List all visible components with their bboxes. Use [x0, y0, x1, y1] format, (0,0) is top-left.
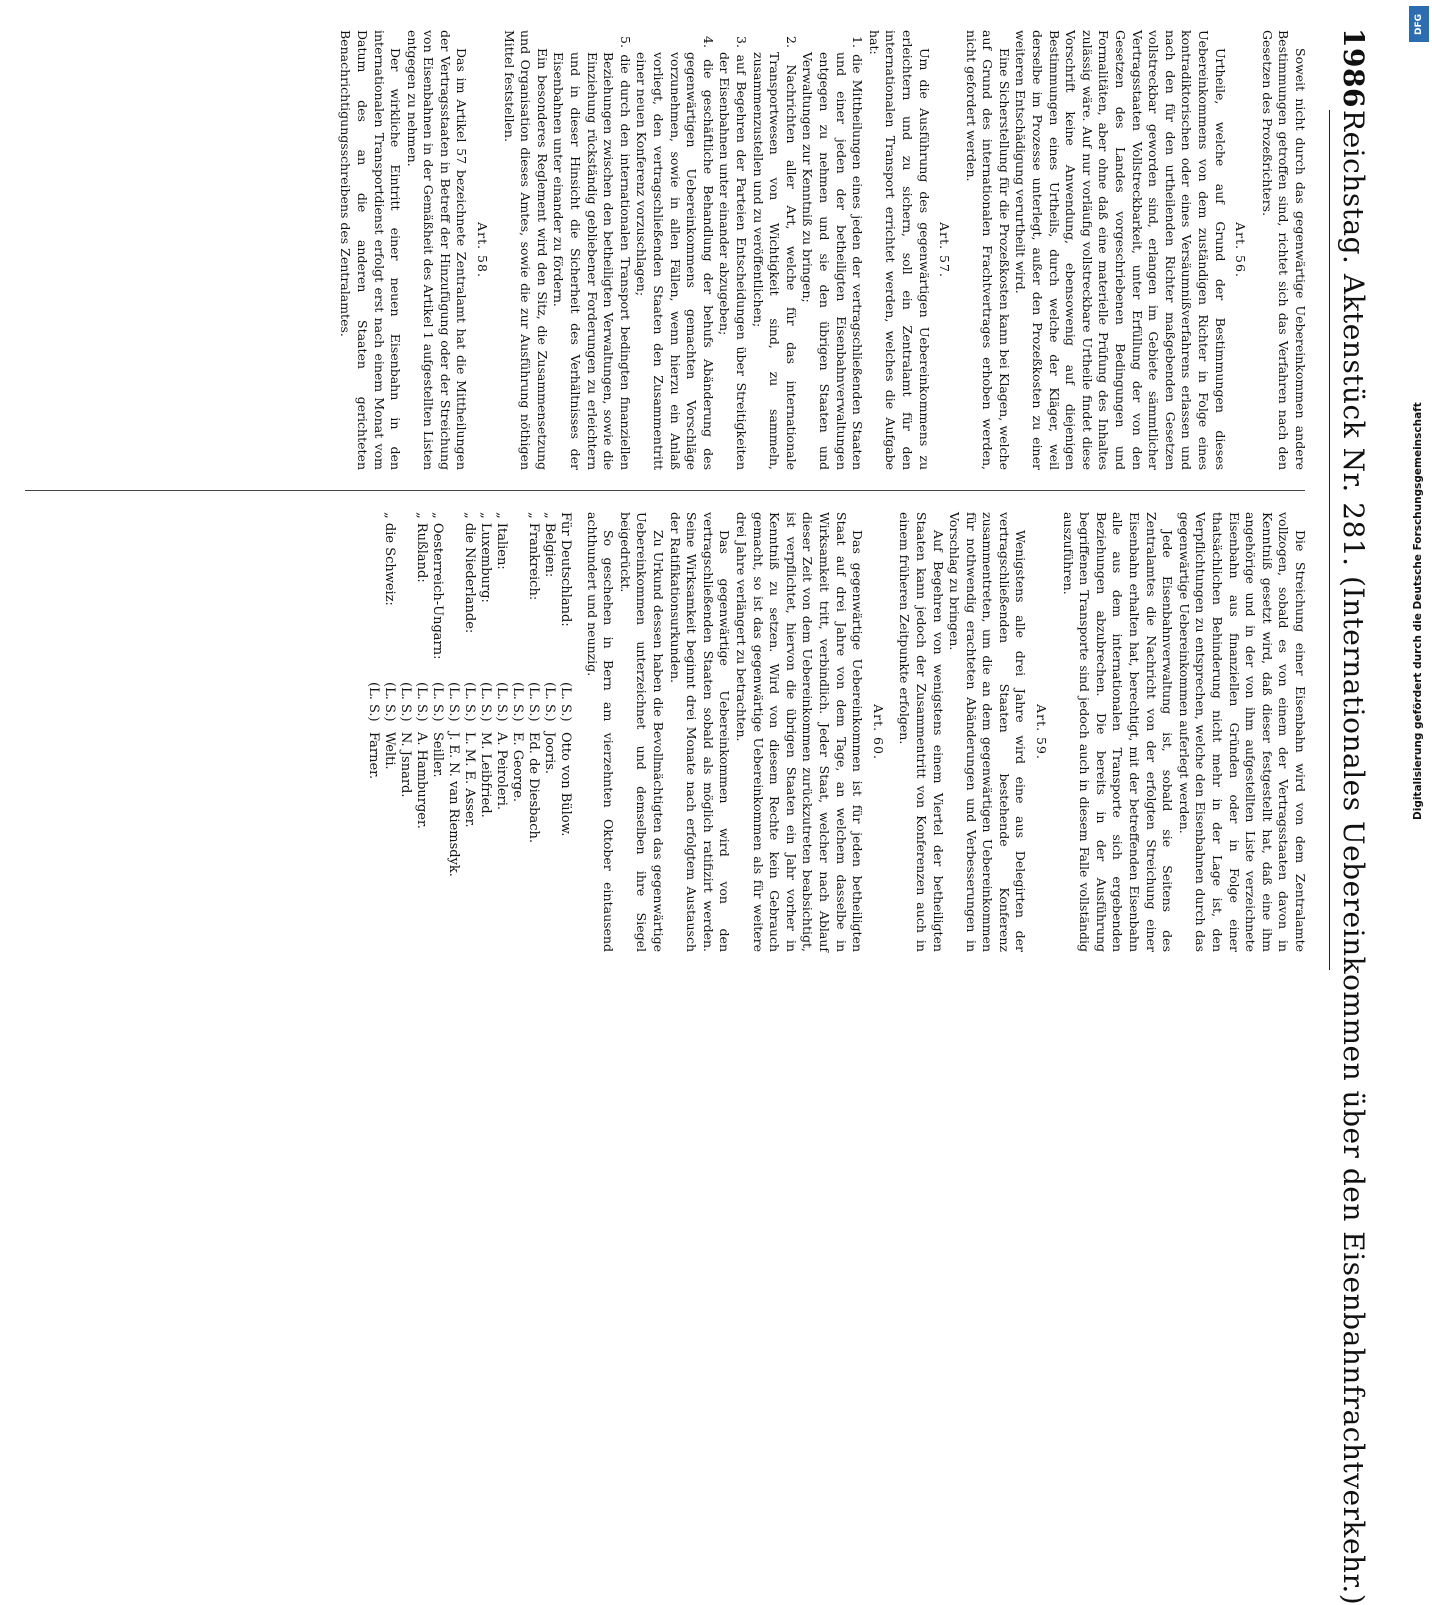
seal-mark: (L. S.)	[462, 682, 478, 722]
page-title: Reichstag. Aktenstück Nr. 281. (Internationales Uebereinkommen über den Eisenbahnfrachtverkehr.)	[1337, 110, 1370, 1605]
page-header	[1322, 0, 1382, 1605]
seal-mark: (L. S.)	[558, 682, 574, 722]
signature-list	[365, 512, 573, 952]
signatory-name: A. Hamburger.	[414, 732, 430, 829]
article-57-item: 4. die geschäftliche Behandlung der behufs Abänderung des gegenwärtigen Uebereinkommens gemachten Vorschläge vorzunehmen, sowie in allen Fällen, wenn hierzu ein Anlaß vorliegt, den vertragschließenden Staaten den Zusammentritt einer neuen Konferenz vorzuschlagen;	[634, 36, 716, 470]
article-59-text-2: Auf Begehren von wenigstens einem Viertel der betheiligten Staaten kann jedoch der Zusammentritt von Konferenzen auch in einem früheren Zeitpunkte erfolgen.	[897, 512, 946, 952]
article-58-text: Das im Artikel 57 bezeichnete Zentralamt hat die Mittheilungen der Vertragsstaaten in Betreff der Hinzufügung oder der Streichung von Eisenbahnen in der Gemäßheit des Artikel 1 aufgestellten Listen entgegen zu nehmen.	[404, 30, 470, 470]
article-56-text: Urtheile, welche auf Grund der Bestimmungen dieses Uebereinkommens von dem zuständigen Richter in Folge eines kontradiktorischen oder eines Versäumnißverfahrens erlassen und nach den für den urtheilenden Richter maßgebenden Gesetzen vollstreckbar geworden sind, erlangen im Gebiete sämmtlicher Vertragsstaaten Vollstreckbarkeit, unter Erfüllung der von den Gesetzen des Landes vorgeschriebenen Bedingungen und Formalitäten, aber ohne daß eine materielle Prüfung des Inhaltes zulässig wäre. Auf nur vorläufig vollstreckbare Urtheile findet diese Vorschrift keine Anwendung, ebensowenig auf diejenigen Bestimmungen eines Urtheils, durch welche der Kläger, weil derselbe im Prozesse unterlegt, außer den Prozeßkosten zu einer weiteren Entschädigung verurtheilt wird.	[1013, 30, 1228, 470]
signature-row	[525, 512, 541, 952]
signature-row	[509, 512, 525, 952]
column-divider	[25, 490, 1305, 491]
signatory-name: L. M. E. Asser.	[462, 732, 478, 828]
seal-mark: (L. S.)	[446, 682, 462, 722]
article-57-item: 3. auf Begehren der Parteien Entscheidungen über Streitigkeiten der Eisenbahnen unter einander abzugeben;	[717, 36, 749, 470]
digitization-margin-note	[1406, 0, 1432, 1000]
article-57-text-2: Ein besonderes Reglement wird den Sitz, die Zusammensetzung und Organisation dieses Amtes, sowie die zur Ausführung nöthigen Mittel feststellen.	[501, 30, 550, 470]
intro-paragraph: Soweit nicht durch das gegenwärtige Uebereinkommen andere Bestimmungen getroffen sind, richtet sich das Verfahren nach den Gesetzen des Prozeßrichters.	[1259, 30, 1308, 470]
dfg-logo: DFG	[1409, 6, 1429, 42]
article-58-text-2: Der wirkliche Eintritt einer neuen Eisenbahn in den internationalen Transportdienst erfolgt erst nach einem Monat vom Datum des an die anderen Staaten gerichteten Benachrichtigungsschreibens des Zentralamtes.	[338, 30, 404, 470]
signature-row	[381, 512, 397, 952]
paragraph: Jede Eisenbahnverwaltung ist, sobald sie Seitens des Zentralamtes die Nachricht von der erfolgten Streichung einer Eisenbahn erhalten hat, berechtigt, mit der betreffenden Eisenbahn alle aus dem internationalen Transporte sich ergebenden Beziehungen abzubrechen. Die bereits in der Ausführung begriffenen Transporte sind jedoch auch in diesem Falle vollständig auszuführen.	[1060, 512, 1176, 952]
signature-country: „ Rußland:	[414, 512, 430, 583]
signatory-name: Seiller.	[430, 732, 446, 778]
article-57-item: 1. die Mittheilungen eines jeden der vertragschließenden Staaten und einer jeden der betheiligten Eisenbahnverwaltungen entgegen zu nehmen und sie den übrigen Staaten und Verwaltungen zur Kenntniß zu bringen;	[800, 36, 866, 470]
signatory-name: Welti.	[382, 732, 398, 770]
signature-country: „ die Niederlande:	[462, 512, 478, 634]
paragraph: Die Streichung einer Eisenbahn wird von dem Zentralamte vollzogen, sobald es von einem der Vertragsstaaten davon in Kenntniß gesetzt wird, daß dieser festgestellt hat, daß eine ihm angehörige und in der von ihm aufgestellten Liste verzeichnete Eisenbahn aus finanziellen Gründen oder in Folge einer thatsächlichen Behinderung nicht mehr in der Lage ist, den Verpflichtungen zu entsprechen, welche den Eisenbahnen durch das gegenwärtige Uebereinkommen auferlegt werden.	[1176, 512, 1308, 952]
signature-country	[397, 512, 413, 682]
seal-mark: (L. S.)	[398, 682, 414, 722]
article-57-text: Um die Ausführung des gegenwärtigen Uebereinkommens zu erleichtern und zu sichern, soll ein Zentralamt für den internationalen Transport errichtet werden, welches die Aufgabe hat:	[866, 30, 932, 470]
seal-mark: (L. S.)	[478, 682, 494, 722]
signature-row	[445, 512, 461, 952]
signature-row	[461, 512, 477, 952]
seal-mark: (L. S.)	[430, 682, 446, 722]
signature-country: „ Frankreich:	[526, 512, 542, 601]
left-column	[8, 30, 1308, 470]
signature-row	[541, 512, 557, 952]
article-59-heading: Art. 59.	[1034, 704, 1050, 760]
seal-mark: (L. S.)	[494, 682, 510, 722]
seal-mark: (L. S.)	[526, 682, 542, 722]
signature-country: „ Belgien:	[542, 512, 558, 578]
signatory-name: Jooris.	[542, 732, 558, 775]
signature-country: „ Oesterreich-Ungarn:	[430, 512, 446, 660]
header-rule	[1329, 110, 1330, 970]
page-number: 1986	[1337, 28, 1370, 108]
article-58-heading: Art. 58.	[475, 222, 491, 278]
article-59-text: Wenigstens alle drei Jahre wird eine aus Delegirten der vertragschließenden Staaten bestehende Konferenz zusammentreten, um die an dem gegenwärtigen Uebereinkommen für nothwendig erachteten Abänderungen und Verbesserungen in Vorschlag zu bringen.	[947, 512, 1029, 952]
article-56-heading: Art. 56.	[1233, 222, 1249, 278]
signature-country: „ die Schweiz:	[382, 512, 398, 606]
signatory-name: Farner.	[366, 732, 382, 780]
signatory-name: A. Peiroleri.	[494, 732, 510, 811]
signatory-name: Ed. de Diesbach.	[526, 732, 542, 844]
seal-mark: (L. S.)	[542, 682, 558, 722]
seal-mark: (L. S.)	[510, 682, 526, 722]
signatory-name: E. George.	[510, 732, 526, 803]
signature-country	[509, 512, 525, 682]
article-60-text: Das gegenwärtige Uebereinkommen ist für jeden betheiligten Staat auf drei Jahre von dem Tage, an welchem dasselbe in Wirksamkeit tritt, verbindlich. Jeder Staat, welcher nach Ablauf dieser Zeit von dem Uebereinkommen zurückzutreten beabsichtigt, ist verpflichtet, hiervon die übrigen Staaten ein Jahr vorher in Kenntniß zu setzen. Wird von diesem Rechte kein Gebrauch gemacht, so ist das gegenwärtige Uebereinkommen als für weitere drei Jahre verlängert zu betrachten.	[734, 512, 866, 952]
article-57-item: 2. Nachrichten aller Art, welche für das internationale Transportwesen von Wichtigkeit sind, zu sammeln, zusammenzustellen und zu veröffentlichen;	[750, 36, 799, 470]
signature-row	[365, 512, 381, 952]
seal-mark: (L. S.)	[414, 682, 430, 722]
signatory-name: J. E. N. van Riemsdyk.	[446, 732, 462, 877]
seal-mark: (L. S.)	[382, 682, 398, 722]
article-60-heading: Art. 60.	[870, 704, 886, 760]
signatory-name: Otto von Bülow.	[558, 732, 574, 837]
signature-country: Für Deutschland:	[558, 512, 574, 627]
funding-notice: Digitalisierung gefördert durch die Deutsche Forschungsgemeinschaft	[1412, 402, 1424, 820]
signature-row	[397, 512, 413, 952]
closing-paragraph: So geschehen in Bern am vierzehnten Oktober eintausend achthundert und neunzig.	[584, 512, 617, 952]
signature-country	[365, 512, 381, 682]
signature-row	[493, 512, 509, 952]
article-57-item: 5. die durch den internationalen Transport bedingten finanziellen Beziehungen zwischen den betheiligten Verwaltungen, sowie die Einziehung rückständig gebliebener Forderungen zu erleichtern und in dieser Hinsicht die Sicherheit des Verhältnisses der Eisenbahnen unter einander zu fördern.	[551, 36, 633, 470]
signature-country: „ Italien:	[494, 512, 510, 570]
signatory-name: N. Jsnard.	[398, 732, 414, 798]
signatory-name: M. Leibfried.	[478, 732, 494, 818]
article-60-text-2: Das gegenwärtige Uebereinkommen wird von den vertragschließenden Staaten sobald als möglich ratifizirt werden. Seine Wirksamkeit beginnt drei Monate nach erfolgtem Austausch der Ratifikationsurkunden.	[667, 512, 733, 952]
signature-row	[477, 512, 493, 952]
signature-country	[445, 512, 461, 682]
seal-mark: (L. S.)	[366, 682, 382, 722]
signature-country: „ Luxemburg:	[478, 512, 494, 603]
signature-row	[429, 512, 445, 952]
right-column	[8, 512, 1308, 952]
article-56-text-2: Eine Sicherstellung für die Prozeßkosten kann bei Klagen, welche auf Grund des internationalen Frachtvertrages erhoben werden, nicht gefordert werden.	[963, 30, 1012, 470]
signature-row	[557, 512, 573, 952]
signature-row	[413, 512, 429, 952]
article-60-text-3: Zu Urkund dessen haben die Bevollmächtigten das gegenwärtige Uebereinkommen unterzeichnet und demselben ihre Siegel beigedrückt.	[617, 512, 667, 952]
article-57-heading: Art. 57.	[937, 222, 953, 278]
